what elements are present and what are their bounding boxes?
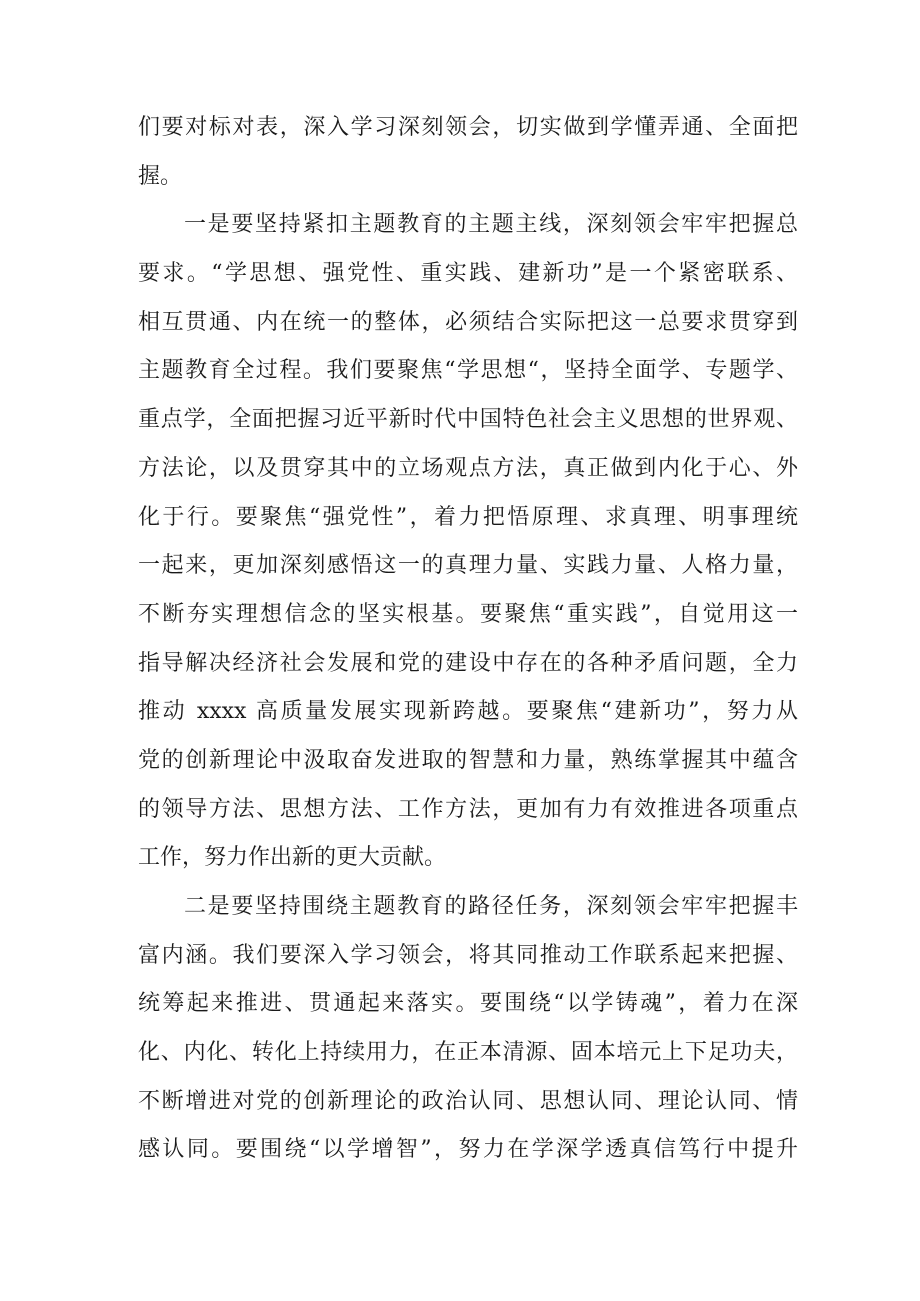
text-line-9: 化于行。要聚焦“强党性”，着力把悟原理、求真理、明事理统 [138,504,798,530]
document-body [138,104,798,1175]
text-line-18: 富内涵。我们要深入学习领会，将其同推动工作联系起来把握、 [138,942,798,968]
text-line-7: 重点学，全面把握习近平新时代中国特色社会主义思想的世界观、 [138,407,798,433]
text-line-16: 工作，努力作出新的更大贡献。 [138,845,447,871]
text-line-3: 一是要坚持紧扣主题教育的主题主线，深刻领会牢牢把握总 [184,212,798,238]
text-line-14: 党的创新理论中汲取奋发进取的智慧和力量，熟练掌握其中蕴含 [138,747,798,773]
text-line-17: 二是要坚持围绕主题教育的路径任务，深刻领会牢牢把握丰 [184,894,798,919]
text-line-20: 化、内化、转化上持续用力，在正本清源、固本培元上下足功夫， [138,1040,798,1066]
text-line-12: 指导解决经济社会发展和党的建设中存在的各种矛盾问题，全力 [138,650,798,676]
text-line-22: 感认同。要围绕“以学增智”，努力在学深学透真信笃行中提升 [138,1137,798,1163]
text-line-15: 的领导方法、思想方法、工作方法，更加有力有效推进各项重点 [138,796,798,822]
text-line-5: 相互贯通、内在统一的整体，必须结合实际把这一总要求贯穿到 [138,309,798,335]
text-line-10: 一起来，更加深刻感悟这一的真理力量、实践力量、人格力量， [138,553,798,579]
text-line-19: 统筹起来推进、贯通起来落实。要围绕“以学铸魂”，着力在深 [138,991,798,1017]
text-line-2: 握。 [138,163,183,189]
text-line-1: 们要对标对表，深入学习深刻领会，切实做到学懂弄通、全面把 [138,115,798,140]
text-line-11: 不断夯实理想信念的坚实根基。要聚焦“重实践”，自觉用这一 [138,601,798,627]
text-line-8: 方法论，以及贯穿其中的立场观点方法，真正做到内化于心、外 [138,455,798,481]
text-line-21: 不断增进对党的创新理论的政治认同、思想认同、理论认同、情 [138,1088,798,1114]
text-line-6: 主题教育全过程。我们要聚焦“学思想“，坚持全面学、专题学、 [138,358,798,384]
text-line-13: 推动 xxxx 高质量发展实现新跨越。要聚焦“建新功”，努力从 [138,699,798,725]
text-line-4: 要求。“学思想、强党性、重实践、建新功”是一个紧密联系、 [138,261,798,287]
